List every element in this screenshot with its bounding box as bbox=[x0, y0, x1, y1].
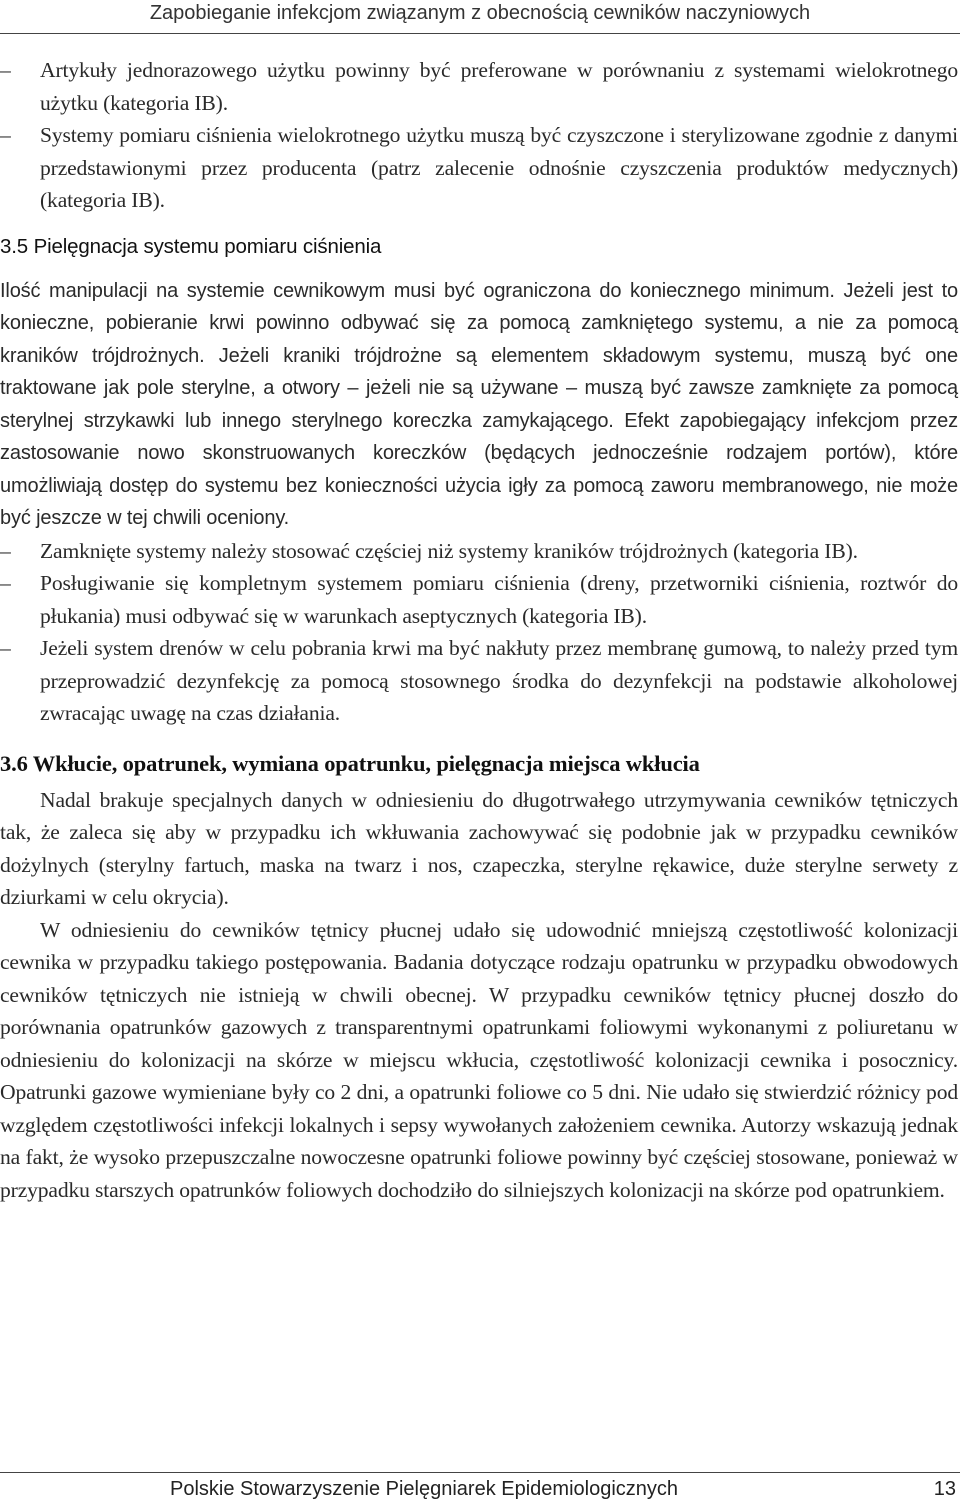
dash-bullet-icon: – bbox=[0, 571, 11, 595]
dash-bullet-icon: – bbox=[0, 636, 11, 660]
list-item-text: Jeżeli system drenów w celu pobrania krwi ma być nakłuty przez membranę gumową, to należy przed tym przeprowadzić dezynfekcję za pomocą stosownego środka do dezynfekcji na podstawie alkoholowej zwracając uwagę na czas działania. bbox=[40, 636, 958, 725]
section-heading-3-6: 3.6 Wkłucie, opatrunek, wymiana opatrunku, pielęgnacja miejsca wkłucia bbox=[0, 750, 700, 776]
list-item bbox=[0, 535, 958, 568]
section-3-5-paragraph: Ilość manipulacji na systemie cewnikowym musi być ograniczona do koniecznego minimum. Jeżeli jest to konieczne, pobieranie krwi powinno odbywać się za pomocą zamkniętego systemu, a nie za pomocą kraników trójdrożnych. Jeżeli kraniki trójdrożne są elementem składowym systemu, muszą być one traktowane jak pole sterylne, a otwory – jeżeli nie są używane – muszą być zawsze zamknięte za pomocą sterylnej strzykawki lub innego sterylnego koreczka zamykającego. Efekt zapobiegający infekcjom przez zastosowanie nowo skonstruowanych koreczków (będących jednocześnie rodzajem portów), które umożliwiają dostęp do systemu bez konieczności użycia igły za pomocą zaworu membranowego, nie może być jeszcze w tej chwili oceniony. bbox=[0, 279, 958, 529]
list-item-text: Zamknięte systemy należy stosować częściej niż systemy kraników trójdrożnych (kategoria IB). bbox=[40, 538, 858, 563]
list-item bbox=[0, 54, 958, 119]
running-header bbox=[0, 0, 960, 36]
dash-bullet-icon: – bbox=[0, 538, 11, 563]
page-number: 13 bbox=[933, 1478, 956, 1500]
running-header-title: Zapobieganie infekcjom związanym z obecnością cewników naczyniowych bbox=[149, 2, 811, 24]
list-item-text: Artykuły jednorazowego użytku powinny być preferowane w porównaniu z systemami wielokrotnego użytku (kategoria IB). bbox=[40, 58, 958, 115]
footer-organization: Polskie Stowarzyszenie Pielęgniarek Epidemiologicznych bbox=[170, 1478, 679, 1500]
list-item bbox=[0, 632, 958, 730]
section-heading-3-5: 3.5 Pielęgnacja systemu pomiaru ciśnienia bbox=[0, 234, 382, 258]
section-3-6-paragraph: W odniesieniu do cewników tętnicy płucnej udało się udowodnić mniejszą częstotliwość kolonizacji cewnika w przypadku takiego postępowania. Badania dotyczące rodzaju opatrunku w przypadku obwodowych cewników tętniczych nie istnieją w chwili obecnej. W przypadku cewników tętnicy płucnej doszło do porównania opatrunków gazowych z transparentnymi opatrunkami foliowymi wykonanymi z poliuretanu w odniesieniu do kolonizacji na skórze w miejscu wkłucia, częstotliwość kolonizacji cewnika i posocznicy. Opatrunki gazowe wymieniane były co 2 dni, a opatrunki foliowe co 5 dni. Nie udało się stwierdzić różnicy pod względem częstotliwości infekcji lokalnych i sepsy wywołanych założeniem cewnika. Autorzy wskazują jednak na fakt, że wysoko przepuszczalne nowoczesne opatrunki foliowe powinny być częściej stosowane, ponieważ w przypadku starszych opatrunków foliowych dochodziło do silniejszych kolonizacji na skórze pod opatrunkiem. bbox=[0, 917, 958, 1202]
dash-bullet-icon: – bbox=[0, 58, 11, 82]
list-item bbox=[0, 567, 958, 632]
header-divider bbox=[0, 33, 960, 34]
page-footer bbox=[0, 1475, 960, 1505]
list-item-text: Systemy pomiaru ciśnienia wielokrotnego użytku muszą być czyszczone i sterylizowane zgodnie z danymi przedstawionymi przez producenta (patrz zalecenie odnośnie czyszczenia produktów medycznych) (kategoria IB). bbox=[40, 123, 958, 212]
footer-divider bbox=[0, 1472, 960, 1473]
list-item-text: Posługiwanie się kompletnym systemem pomiaru ciśnienia (dreny, przetworniki ciśnienia, roztwór do płukania) musi odbywać się w warunkach aseptycznych (kategoria IB). bbox=[40, 571, 958, 628]
section-3-6-paragraph: Nadal brakuje specjalnych danych w odniesieniu do długotrwałego utrzymywania cewników tętniczych tak, że zaleca się aby w przypadku ich wkłuwania zachowywać się podobnie jak w przypadku cewników dożylnych (sterylny fartuch, maska na twarz i nos, czapeczka, sterylne rękawice, duże sterylne serwety z dziurkami w celu okrycia). bbox=[0, 787, 958, 909]
dash-bullet-icon: – bbox=[0, 123, 11, 147]
page-body bbox=[0, 54, 958, 1206]
list-item bbox=[0, 119, 958, 217]
